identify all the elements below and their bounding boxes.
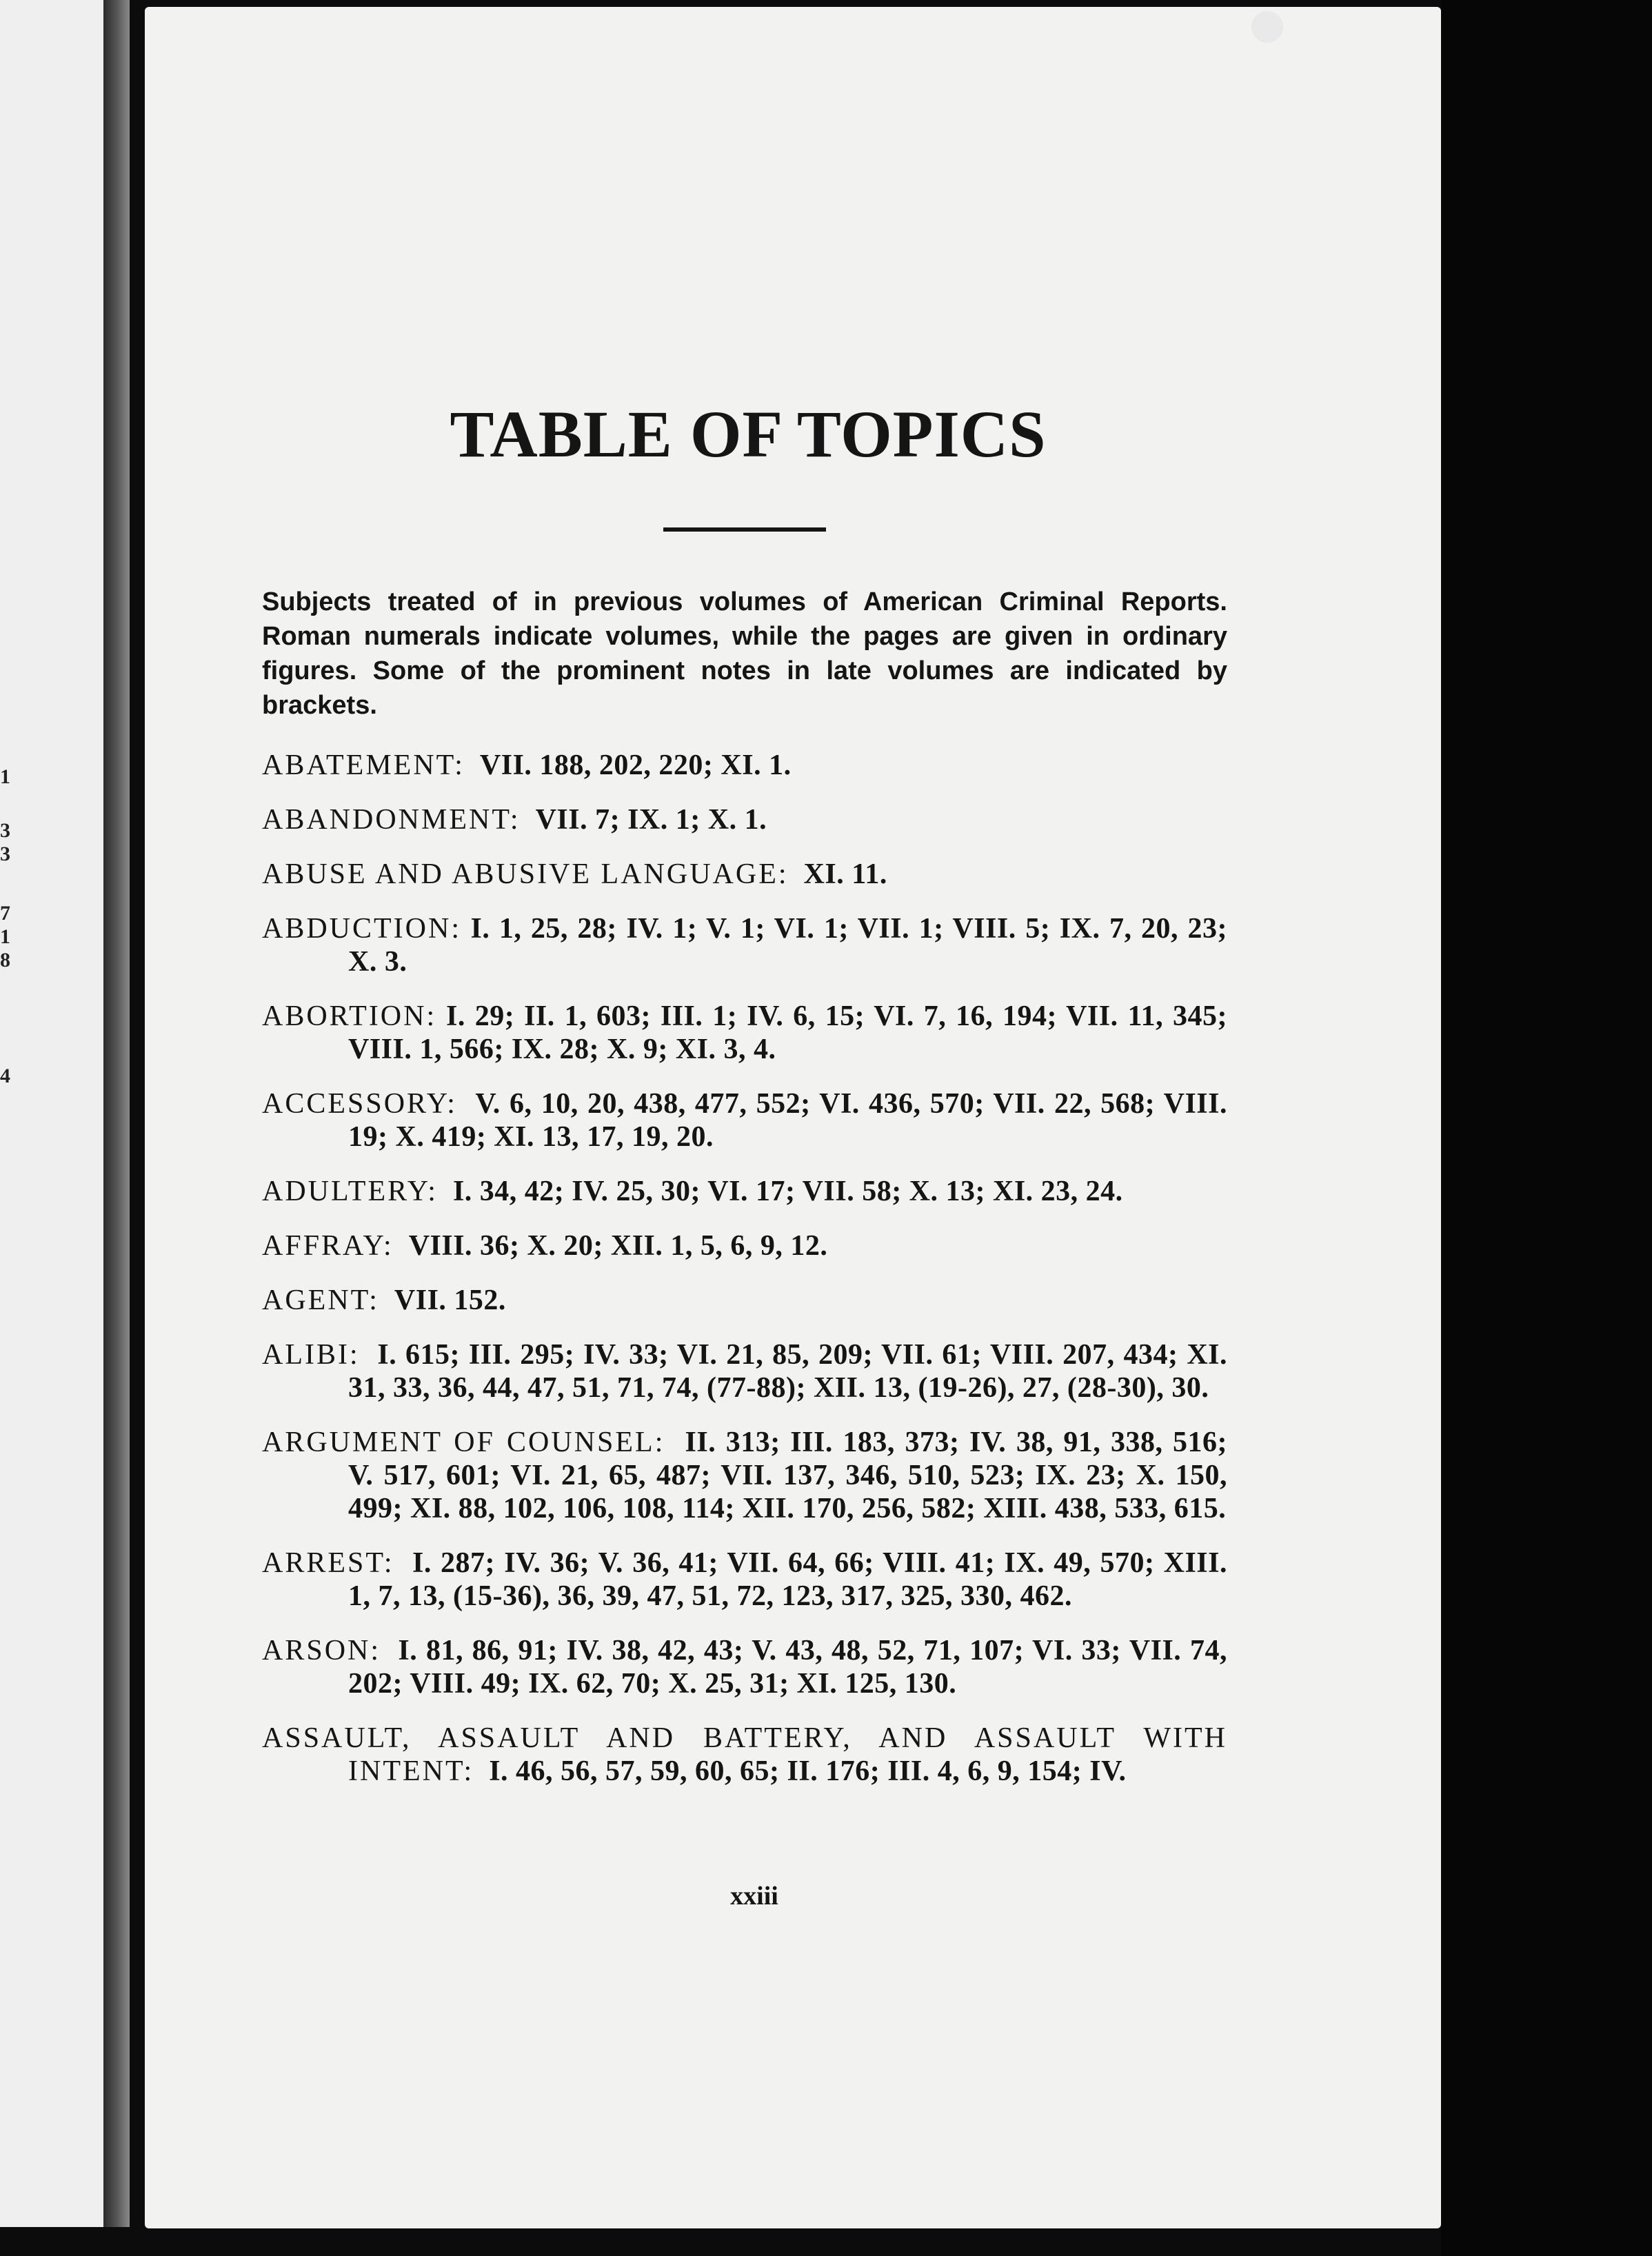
margin-mark: 7 [0,902,10,925]
topic-references: VIII. 36; X. 20; XII. 1, 5, 6, 9, 12. [408,1230,828,1262]
topic-heading: ARREST: [262,1547,394,1579]
topic-references: I. 29; II. 1, 603; III. 1; IV. 6, 15; VI. 7, 16, 194; VII. 11, 345; VIII. 1, 566; IX. 28; X. 9; XI. 3, 4. [348,1000,1228,1065]
margin-mark: 1 [0,925,10,948]
topic-references: I. 34, 42; IV. 25, 30; VI. 17; VII. 58; X. 13; XI. 23, 24. [452,1176,1123,1207]
topic-references: II. 313; III. 183, 373; IV. 38, 91, 338, 516; V. 517, 601; VI. 21, 65, 487; VII. 137, 346, 510, 523; IX. 23; X. 150, 499; XI. 88, 102, 106, 108, 114; XII. 170, 256, 582; XIII. 438, 533, 615. [348,1427,1227,1524]
topic-heading: ADULTERY: [262,1176,438,1207]
margin-mark: 4 [0,1065,10,1087]
topic-entry [262,749,1227,782]
margin-mark: 3 [0,843,10,865]
topic-entry [262,1722,1227,1788]
title-rule [663,527,826,532]
topic-heading: ABUSE AND ABUSIVE LANGUAGE: [262,858,789,890]
topic-entry [262,1338,1227,1404]
margin-mark: 8 [0,949,10,971]
topic-entry [262,1000,1227,1066]
topic-heading: ARSON: [262,1635,381,1666]
book-spine-shadow [103,0,130,2227]
page-title: TABLE OF TOPICS [450,397,1047,471]
topic-entry [262,858,1227,891]
topic-heading: ACCESSORY: [262,1088,457,1120]
margin-mark: 3 [0,819,10,842]
topic-heading: ABDUCTION: [262,913,461,945]
topic-entry [262,912,1227,978]
page-number: xxiii [730,1882,778,1911]
topic-references: V. 6, 10, 20, 438, 477, 552; VI. 436, 570; VII. 22, 568; VIII. 19; X. 419; XI. 13, 17, 19, 20. [348,1088,1228,1153]
topic-references: I. 81, 86, 91; IV. 38, 42, 43; V. 43, 48, 52, 71, 107; VI. 33; VII. 74, 202; VIII. 49; IX. 62, 70; X. 25, 31; XI. 125, 130. [348,1635,1227,1700]
topic-heading: ALIBI: [262,1339,360,1371]
topic-list [262,749,1227,1788]
topic-entry [262,1229,1227,1262]
topic-references: I. 1, 25, 28; IV. 1; V. 1; VI. 1; VII. 1; VIII. 5; IX. 7, 20, 23; X. 3. [348,913,1228,978]
topic-entry [262,1175,1227,1208]
topic-entry [262,1634,1227,1700]
topic-heading: AGENT: [262,1285,379,1316]
intro-paragraph: Subjects treated of in previous volumes of American Criminal Reports. Roman numerals indicate volumes, while the pages are given in ordinary figures. Some of the prominent notes in late volumes are indicated by brackets. [262,587,1227,720]
topic-entry [262,803,1227,836]
topic-entry [262,1547,1227,1613]
topic-references: VII. 152. [394,1285,506,1316]
topic-heading: ABORTION: [262,1000,437,1032]
topic-entry [262,1284,1227,1317]
margin-mark: 1 [0,765,10,788]
facing-page-edge [0,0,103,2227]
paper-spot [1251,11,1283,43]
topic-references: I. 287; IV. 36; V. 36, 41; VII. 64, 66; VIII. 41; IX. 49, 570; XIII. 1, 7, 13, (15-36), 36, 39, 47, 51, 72, 123, 317, 325, 330, 462. [348,1547,1228,1612]
topic-references: VII. 7; IX. 1; X. 1. [535,804,767,836]
topic-heading: AFFRAY: [262,1230,394,1262]
topic-references: I. 46, 56, 57, 59, 60, 65; II. 176; III. 4, 6, 9, 154; IV. [489,1755,1127,1787]
topic-entry [262,1426,1227,1525]
topic-heading: ASSAULT, ASSAULT AND BATTERY, AND ASSAULT WITH INTENT: [262,1722,1227,1787]
scan-background [1441,0,1652,2256]
page-content [262,396,1227,1809]
topic-entry [262,1087,1227,1154]
topic-references: XI. 11. [803,858,887,890]
topic-heading: ABANDONMENT: [262,804,521,836]
topic-references: VII. 188, 202, 220; XI. 1. [479,749,792,781]
topic-references: I. 615; III. 295; IV. 33; VI. 21, 85, 209; VII. 61; VIII. 207, 434; XI. 31, 33, 36, 44, 47, 51, 71, 74, (77-88); XII. 13, (19-26), 27, (28-30), 30. [348,1339,1227,1404]
topic-heading: ARGUMENT OF COUNSEL: [262,1427,665,1458]
topic-heading: ABATEMENT: [262,749,465,781]
